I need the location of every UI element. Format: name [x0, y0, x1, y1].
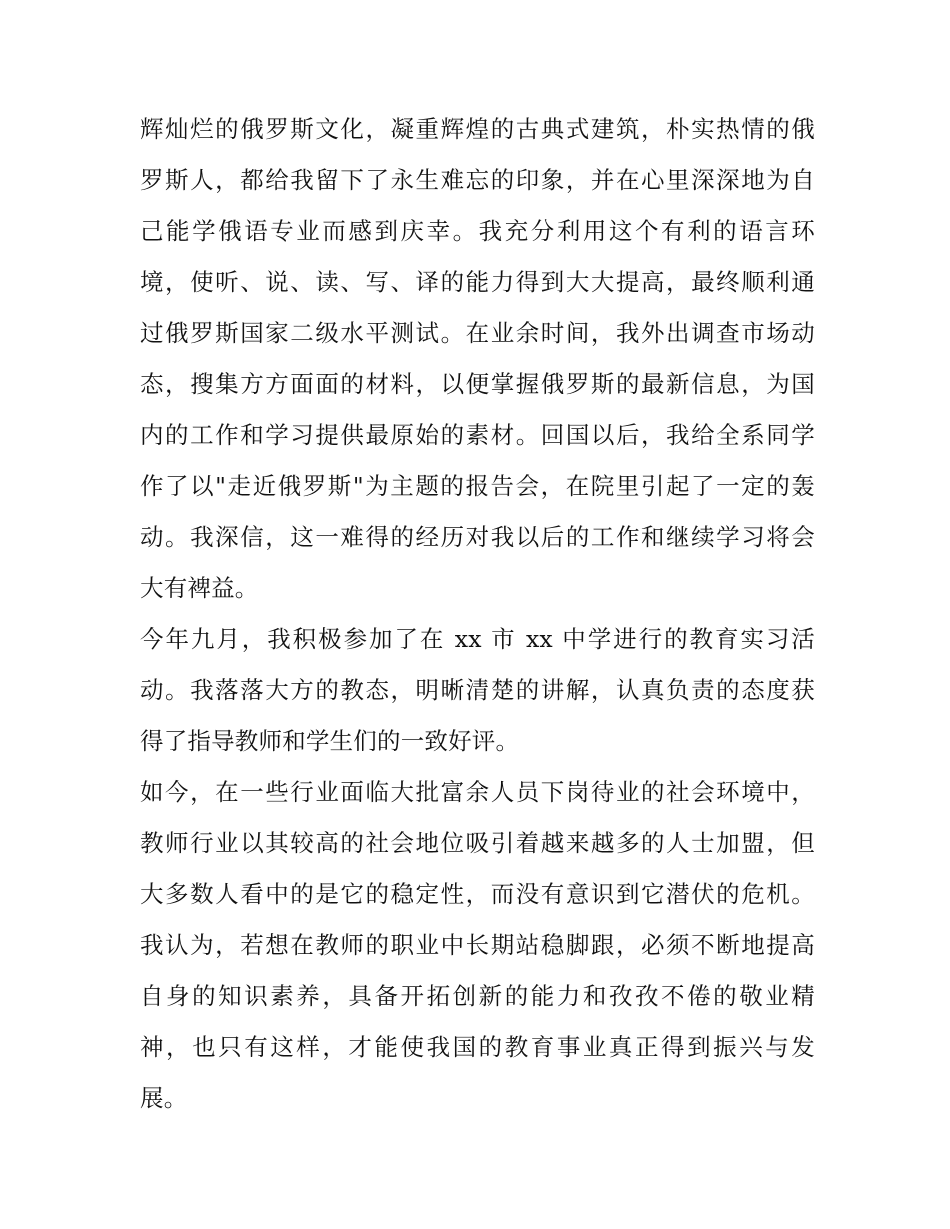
text-line: 内的工作和学习提供最原始的素材。回国以后，我给全系同学: [140, 421, 815, 449]
paragraph-teaching-practice: [140, 614, 815, 767]
text-line: 大多数人看中的是它的稳定性，而没有意识到它潜伏的危机。: [140, 880, 815, 908]
text-line: 得了指导教师和学生们的一致好评。: [140, 727, 520, 755]
text-line: 动。我落落大方的教态，明晰清楚的讲解，认真负责的态度获: [140, 676, 815, 704]
text-line: 今年九月，我积极参加了在 xx 市 xx 中学进行的教育实习活: [140, 625, 815, 653]
text-line: 过俄罗斯国家二级水平测试。在业余时间，我外出调查市场动: [140, 319, 815, 347]
text-line: 作了以"走近俄罗斯"为主题的报告会，在院里引起了一定的轰: [140, 472, 815, 500]
text-line: 大有裨益。: [140, 574, 259, 602]
document-body: [140, 104, 815, 1124]
text-line: 自身的知识素养，具备开拓创新的能力和孜孜不倦的敬业精: [140, 982, 815, 1010]
text-line: 罗斯人，都给我留下了永生难忘的印象，并在心里深深地为自: [140, 166, 815, 194]
text-line: 教师行业以其较高的社会地位吸引着越来越多的人士加盟，但: [140, 829, 815, 857]
paragraph-teaching-career: [140, 767, 815, 1124]
text-line: 动。我深信，这一难得的经历对我以后的工作和继续学习将会: [140, 523, 815, 551]
text-line: 态，搜集方方面面的材料，以便掌握俄罗斯的最新信息，为国: [140, 370, 815, 398]
text-line: 境，使听、说、读、写、译的能力得到大大提高，最终顺利通: [140, 268, 815, 296]
text-line: 辉灿烂的俄罗斯文化，凝重辉煌的古典式建筑，朴实热情的俄: [140, 115, 815, 143]
text-line: 展。: [140, 1084, 188, 1112]
text-line: 神，也只有这样，才能使我国的教育事业真正得到振兴与发: [140, 1033, 815, 1061]
text-line: 我认为，若想在教师的职业中长期站稳脚跟，必须不断地提高: [140, 931, 815, 959]
text-line: 己能学俄语专业而感到庆幸。我充分利用这个有利的语言环: [140, 217, 815, 245]
paragraph-russia-experience: [140, 104, 815, 614]
text-line: 如今，在一些行业面临大批富余人员下岗待业的社会环境中，: [140, 778, 815, 806]
